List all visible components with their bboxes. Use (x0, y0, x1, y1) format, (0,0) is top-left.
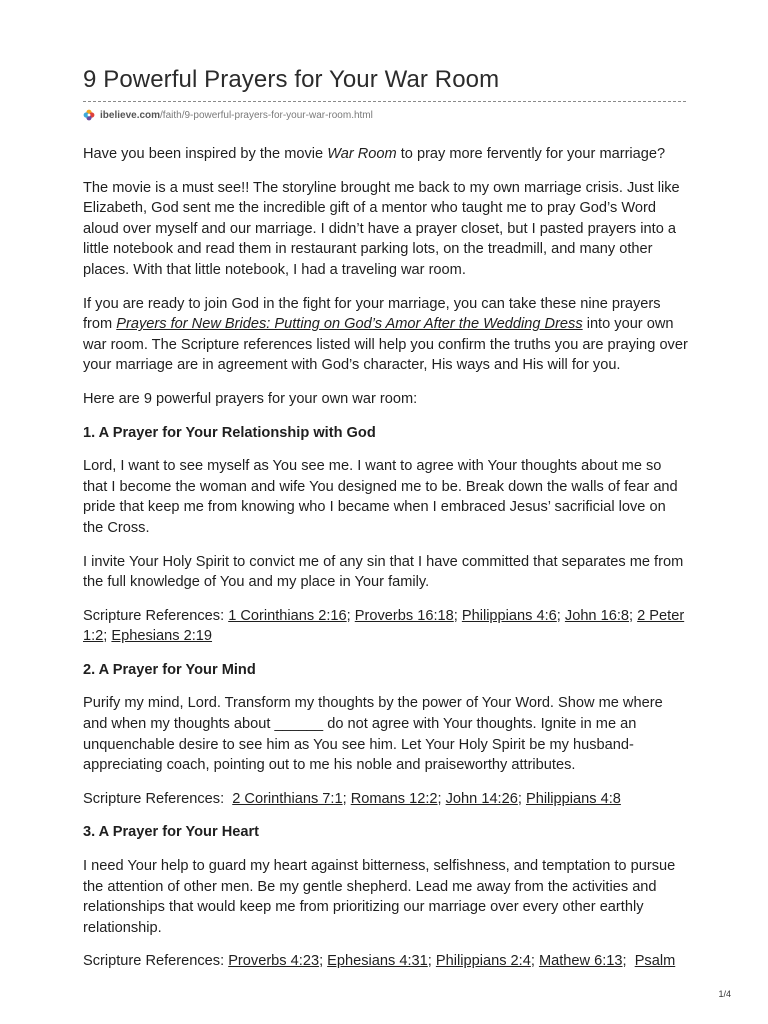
intro-text: Have you been inspired by the movie (83, 146, 328, 162)
prayer-paragraph: Purify my mind, Lord. Transform my thoughts by the power of Your Word. Show me where and when my thoughts about ______ do not agree with Your thoughts. Ignite in me an unquenchable desire to see him as You see him. Let Your Holy Spirit be my husband-appreciating coach, pointing out to me his noble and praiseworthy attributes. (83, 695, 663, 774)
title-divider (83, 101, 686, 102)
scripture-link[interactable]: Proverbs 4:23 (228, 953, 320, 970)
scripture-references: Scripture References: 1 Corinthians 2:16; Proverbs 16:18; Philippians 4:6; John 16:8; 2 Peter 1:2; Ephesians 2:19 (83, 607, 685, 645)
intro-paragraph-1 (83, 144, 689, 165)
scripture-references: Scripture References: Proverbs 4:23; Ephesians 4:31; Philippians 2:4; Mathew 6:13; Psalm (83, 953, 676, 970)
scripture-link[interactable]: John 14:26 (445, 790, 518, 807)
scripture-link[interactable]: 1 Corinthians 2:16 (228, 607, 347, 624)
refs-label: Scripture References: (83, 790, 233, 807)
page-title: 9 Powerful Prayers for Your War Room (83, 66, 500, 93)
article-body (83, 144, 689, 985)
scripture-link[interactable]: 2 Peter 1:2 (83, 607, 685, 645)
scripture-link[interactable]: 2 Corinthians 7:1 (232, 790, 343, 807)
scripture-link[interactable]: John 16:8 (564, 607, 630, 624)
scripture-link[interactable]: Philippians 2:4 (435, 953, 531, 970)
scripture-link[interactable]: Proverbs 16:18 (354, 607, 454, 624)
ibelieve-logo-icon (83, 109, 95, 121)
movie-title: War Room (327, 146, 397, 162)
prayer-paragraph: I need Your help to guard my heart against bitterness, selfishness, and temptation to pursue the attention of other men. Be my gentle shepherd. Lead me away from the activities and relationships that would keep me from prioritizing our marriage over every other earthly relationship. (83, 858, 676, 936)
intro-text: into your own war room. The Scripture references listed will help you confirm the truths you are praying over your marriage are in agreement with God’s character, His ways and His will for you. (83, 316, 688, 374)
scripture-link[interactable]: Romans 12:2 (350, 790, 438, 807)
refs-label: Scripture References: (83, 607, 229, 624)
intro-text: to pray more fervently for your marriage? (396, 146, 666, 162)
scripture-references: Scripture References: 2 Corinthians 7:1; Romans 12:2; John 14:26; Philippians 4:8 (83, 790, 621, 807)
prayer-paragraph: I invite Your Holy Spirit to convict me of any sin that I have committed that separates me from the full knowledge of You and my place in Your family. (83, 553, 684, 591)
intro-text: If you are ready to join God in the fight for your marriage, you can take these nine prayers from (83, 295, 661, 333)
page-number: 1/4 (718, 989, 731, 999)
source-line[interactable] (83, 108, 373, 122)
section-heading: 2. A Prayer for Your Mind (83, 661, 256, 678)
intro-paragraph-2: The movie is a must see!! The storyline brought me back to my own marriage crisis. Just like Elizabeth, God sent me the incredible gift of a mentor who taught me to pray God’s Word aloud over myself and our marriage. I didn’t have a prayer closet, but I pasted prayers into a little notebook and read them in restaurant parking lots, on the treadmill, and many other places. With that little notebook, I had a traveling war room. (83, 179, 680, 278)
scripture-link[interactable]: Psalm (634, 953, 676, 970)
scripture-link[interactable]: Ephesians 4:31 (327, 953, 428, 970)
source-path[interactable]: /faith/9-powerful-prayers-for-your-war-room.html (160, 109, 373, 121)
intro-paragraph-3 (83, 294, 689, 376)
refs-label: Scripture References: (83, 953, 229, 970)
scripture-link[interactable]: Mathew 6:13 (538, 953, 623, 970)
source-domain[interactable]: ibelieve.com (100, 109, 161, 121)
section-heading: 1. A Prayer for Your Relationship with God (83, 424, 376, 441)
scripture-link[interactable]: Philippians 4:6 (461, 607, 557, 624)
section-heading: 3. A Prayer for Your Heart (83, 824, 260, 841)
intro-paragraph-4: Here are 9 powerful prayers for your own war room: (83, 390, 418, 407)
scripture-link[interactable]: Ephesians 2:19 (111, 628, 213, 645)
book-link[interactable]: Prayers for New Brides: Putting on God’s Amor After the Wedding Dress (116, 316, 583, 333)
prayer-paragraph: Lord, I want to see myself as You see me. I want to agree with Your thoughts about me so that I become the woman and wife You designed me to be. Break down the walls of fear and pride that keep me from knowing who I became when I embraced Jesus’ sacrificial love on the Cross. (83, 458, 678, 536)
scripture-link[interactable]: Philippians 4:8 (525, 790, 621, 807)
